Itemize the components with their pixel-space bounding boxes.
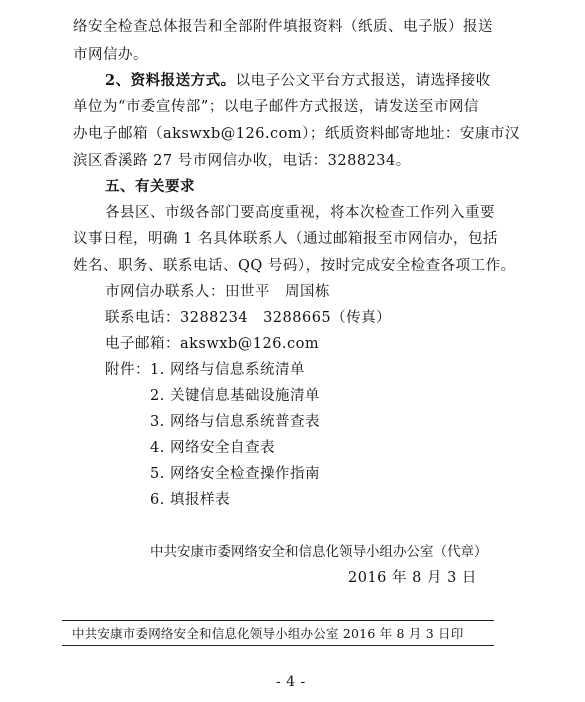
attachment-item: 6. 填报样表 [150, 492, 230, 508]
attachment-item: 2. 关键信息基础设施清单 [150, 388, 320, 404]
signature-date: 2016 年 8 月 3 日 [348, 570, 477, 586]
body-line: 姓名、职务、联系电话、QQ 号码），按时完成安全检查各项工作。 [73, 258, 516, 274]
signature-org: 中共安康市委网络安全和信息化领导小组办公室（代章） [150, 544, 488, 560]
section2-heading: 2、资料报送方式。 [105, 72, 236, 89]
body-line: 滨区香溪路 27 号市网信办收，电话：3288234。 [73, 153, 411, 169]
contact-phone: 联系电话：3288234 3288665（传真） [105, 310, 392, 326]
contact-person: 市网信办联系人：田世平 周国栋 [105, 284, 330, 300]
footer-top-rule [62, 620, 494, 621]
attachment-item: 5. 网络安全检查操作指南 [150, 466, 320, 482]
contact-email: 电子邮箱：akswxb@126.com [105, 336, 320, 352]
body-line: 以电子公文平台方式报送，请选择接收 [235, 73, 491, 89]
attachment-item: 4. 网络安全自查表 [150, 440, 275, 456]
section2-paragraph [105, 71, 491, 91]
body-line: 各县区、市级各部门要高度重视，将本次检查工作列入重要 [105, 205, 495, 221]
body-line: 议事日程，明确 1 名具体联系人（通过邮箱报至市网信办，包括 [73, 231, 498, 247]
footer-bottom-rule [62, 645, 494, 646]
attachment-item: 1. 网络与信息系统清单 [150, 362, 305, 378]
attachments-label: 附件： [105, 362, 150, 378]
attachment-item: 3. 网络与信息系统普查表 [150, 414, 320, 430]
body-line: 单位为“市委宣传部”；以电子邮件方式报送，请发送至市网信 [73, 99, 479, 115]
body-line: 络安全检查总体报告和全部附件填报资料（纸质、电子版）报送 [73, 19, 493, 35]
page-number: - 4 - [276, 674, 306, 690]
body-line: 办电子邮箱（akswxb@126.com）；纸质资料邮寄地址：安康市汉 [73, 126, 520, 142]
section5-heading: 五、有关要求 [105, 178, 195, 195]
body-line: 市网信办。 [73, 47, 148, 63]
print-footer: 中共安康市委网络安全和信息化领导小组办公室 2016 年 8 月 3 日印 [72, 626, 464, 641]
